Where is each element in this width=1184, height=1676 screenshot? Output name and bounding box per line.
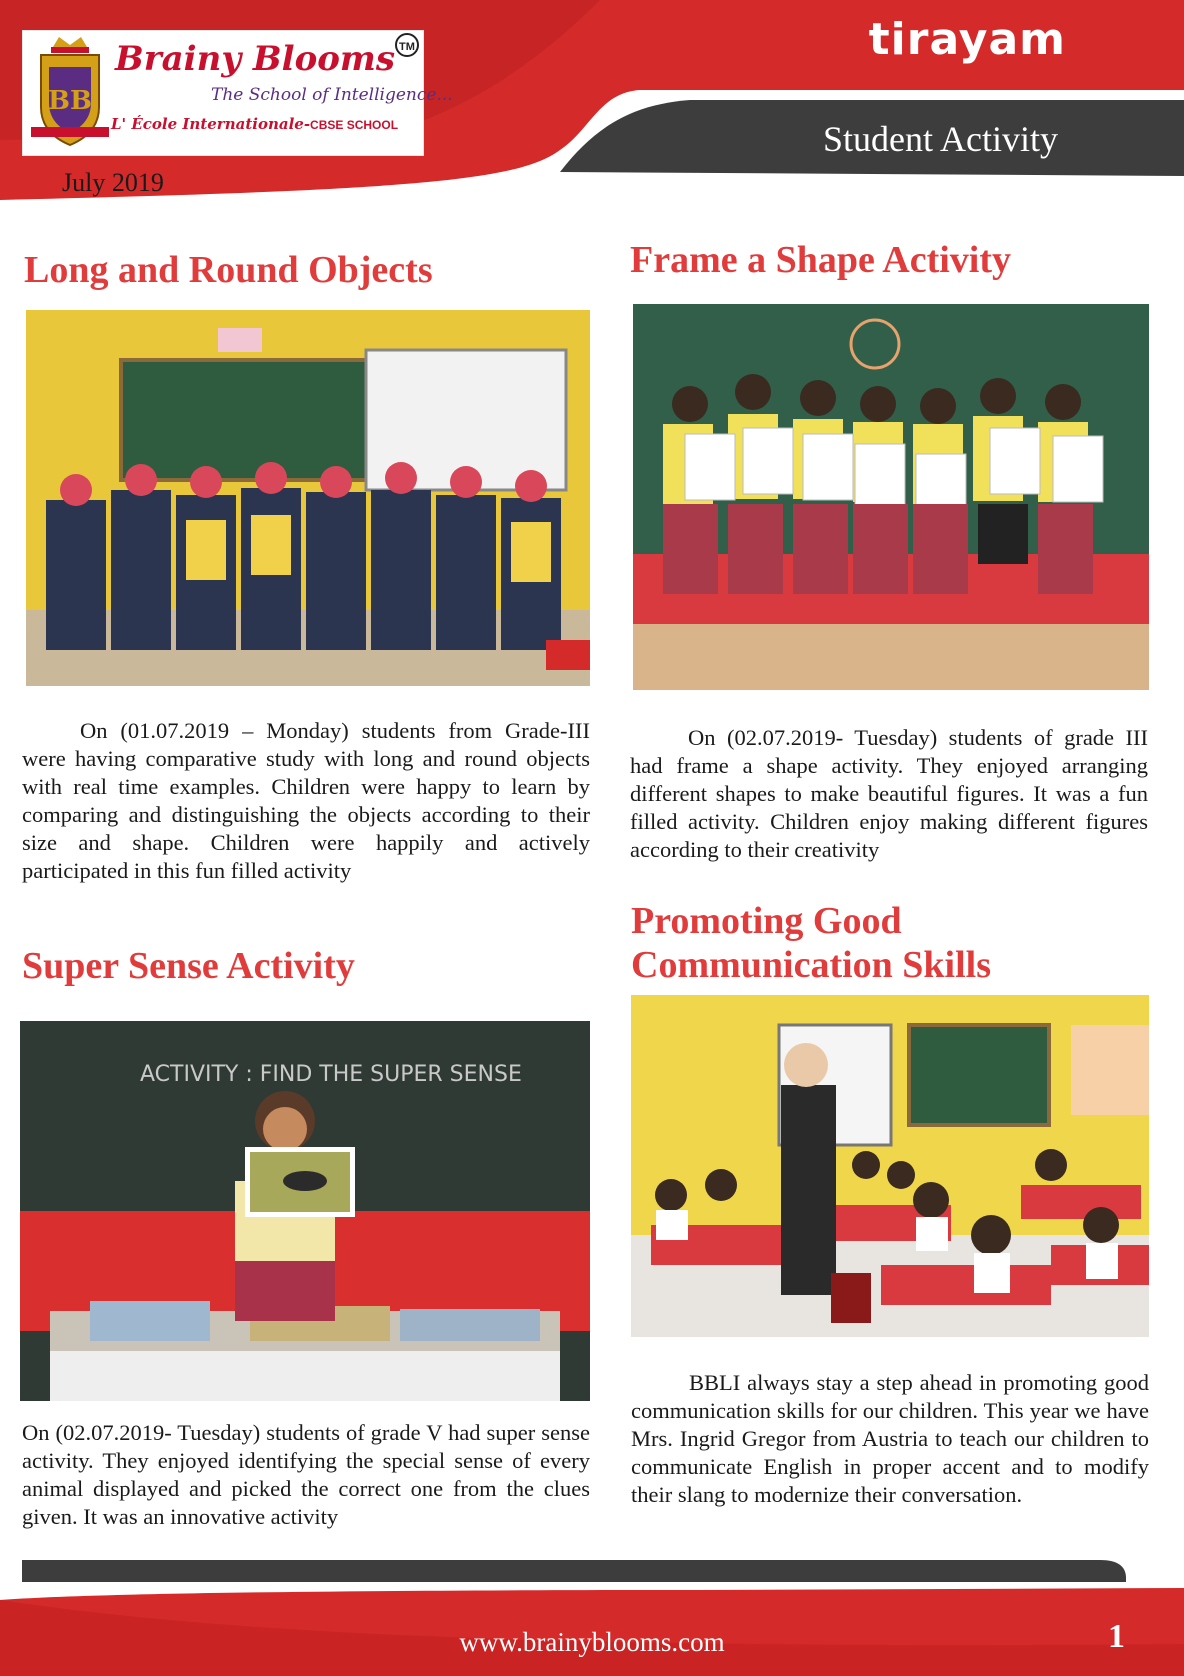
svg-text:ACTIVITY : FIND THE SUPER SEN: ACTIVITY : FIND THE SUPER SENSE <box>140 1062 522 1087</box>
logo-brand-name: Brainy Blooms <box>115 39 396 79</box>
photo-communication-skills <box>631 995 1149 1337</box>
logo-tagline: The School of Intelligence... <box>211 85 453 105</box>
issue-date: July 2019 <box>62 168 164 197</box>
website-link[interactable]: www.brainyblooms.com <box>459 1627 725 1657</box>
article-title-communication-line2: Communication Skills <box>631 944 992 986</box>
photo-frame-shape <box>633 304 1149 690</box>
article-title-long-round: Long and Round Objects <box>24 249 433 291</box>
section-title: Student Activity <box>822 119 1058 159</box>
photo-super-sense <box>20 1021 590 1401</box>
article-title-frame-shape: Frame a Shape Activity <box>630 239 1012 281</box>
article-text-frame-shape: On (02.07.2019- Tuesday) students of grade III had frame a shape activity. They enjoyed arranging different shapes to make beautiful figures. It was a fun filled activity. Children enjoy making different figures according to their creativity <box>630 725 1148 862</box>
article-title-super-sense: Super Sense Activity <box>22 945 355 987</box>
logo-subtitle: L' École Internationale-CBSE SCHOOL <box>111 115 399 133</box>
footer-band <box>0 1560 1184 1676</box>
article-text-long-round: On (01.07.2019 – Monday) students from Grade-III were having comparative study with long and round objects with real time examples. Children were happy to learn by comparing and distinguishing the objects according to their size and shape. Children were happily and actively participated in this fun filled activity <box>22 718 590 883</box>
photo-masks-classroom <box>26 310 590 686</box>
svg-text:BB: BB <box>48 86 92 116</box>
article-title-communication-line1: Promoting Good <box>631 900 902 942</box>
page-number: 1 <box>1108 1618 1125 1655</box>
crest-emblem <box>31 37 109 149</box>
article-text-communication-skills: BBLI always stay a step ahead in promoting good communication skills for our children. This year we have Mrs. Ingrid Gregor from Austria to teach our children to communicate English in proper accent and to modify their slang to modernize their conversation. <box>631 1370 1149 1507</box>
trademark-badge: TM <box>395 33 419 57</box>
article-text-super-sense: On (02.07.2019- Tuesday) students of grade V had super sense activity. They enjoyed identifying the special sense of every animal displayed and picked the correct one from the clues given. It was an innovative activity <box>22 1420 590 1529</box>
brand-title: tirayam <box>868 14 1066 65</box>
school-logo <box>22 30 453 156</box>
